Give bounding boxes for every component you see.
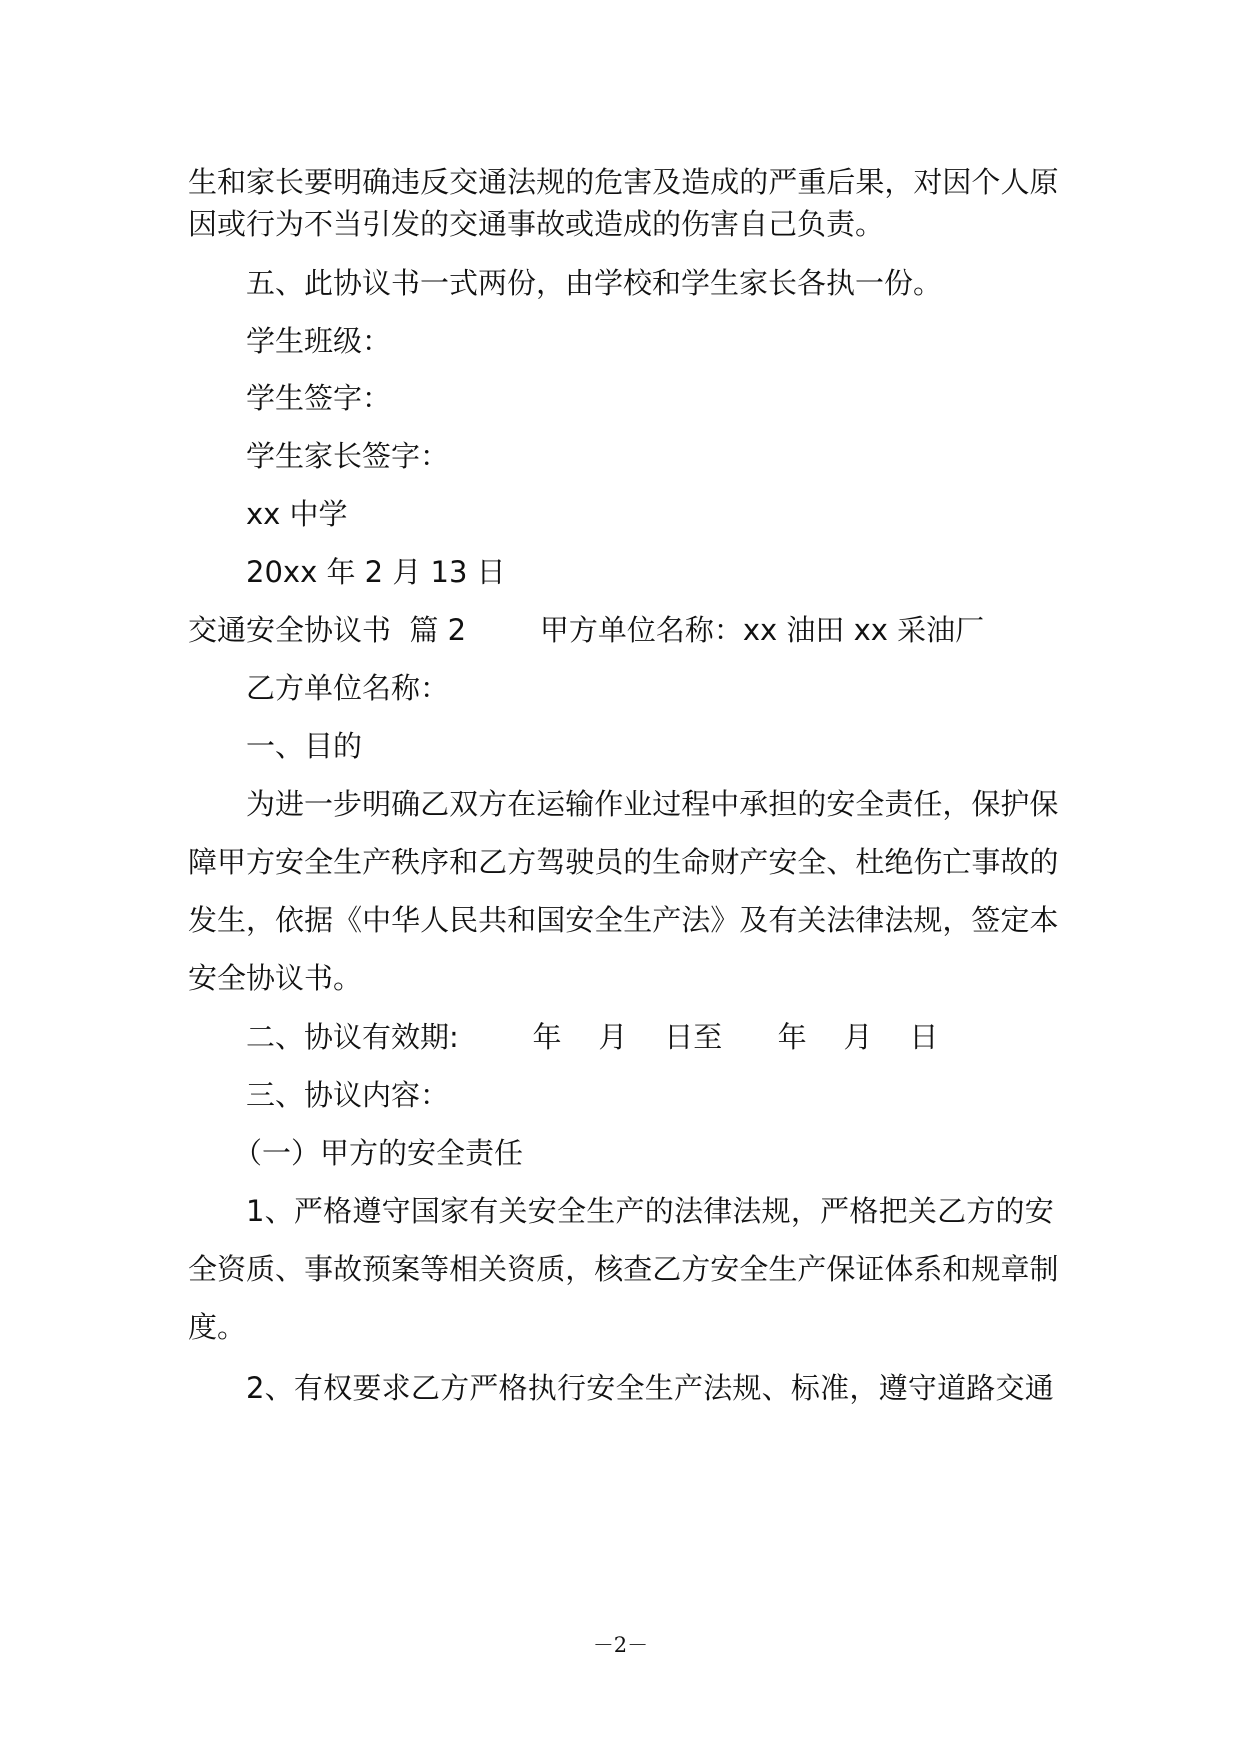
section-heading: 交通安全协议书 篇 2 甲方单位名称：xx 油田 xx 采油厂 <box>188 613 985 647</box>
class-label: 学生班级： <box>246 324 392 358</box>
section-title: 一、目的 <box>246 729 363 763</box>
parent-signature-label: 学生家长签字： <box>246 439 450 473</box>
party-b-label: 乙方单位名称： <box>246 671 450 705</box>
paragraph-line: 全 资 质 、 事 故 预 案 等 相 关 资 质 ， 核 查 乙 方 安 全 生 产 保 证 体 系 和 规 章 制 <box>188 1252 1059 1286</box>
student-signature-label: 学生签字： <box>246 381 392 415</box>
paragraph-line: 度。 <box>188 1310 247 1344</box>
paragraph-line: 五、此协议书一式两份，由学校和学生家长各执一份。 <box>246 266 943 300</box>
paragraph-line: 安全协议书。 <box>188 961 363 995</box>
paragraph-line: 因或行为不当引发的交通事故或造成的伤害自己负责。 <box>188 207 885 241</box>
subsection-title: （一）甲方的安全责任 <box>233 1136 524 1170</box>
paragraph-line: 发 生 ， 依 据 《 中 华 人 民 共 和 国 安 全 生 产 法 》 及 有 关 法 律 法 规 ， 签 定 本 <box>188 903 1059 937</box>
document-date: 20xx 年 2 月 13 日 <box>246 555 506 589</box>
school-name: xx 中学 <box>246 497 348 531</box>
paragraph-line: 为 进 一 步 明 确 乙 双 方 在 运 输 作 业 过 程 中 承 担 的 安 全 责 任 ， 保 护 保 <box>246 787 1059 821</box>
paragraph-line: 1 、 严 格 遵 守 国 家 有 关 安 全 生 产 的 法 律 法 规 ， 严 格 把 关 乙 方 的 安 <box>246 1194 1054 1228</box>
page-number: －2－ <box>592 1633 649 1657</box>
validity-line: 二、协议有效期: 年 月 日至 年 月 日 <box>246 1020 939 1054</box>
paragraph-line: 障 甲 方 安 全 生 产 秩 序 和 乙 方 驾 驶 员 的 生 命 财 产 安 全 、 杜 绝 伤 亡 事 故 的 <box>188 845 1059 879</box>
paragraph-line: 生 和 家 长 要 明 确 违 反 交 通 法 规 的 危 害 及 造 成 的 严 重 后 果 ， 对 因 个 人 原 <box>188 165 1059 199</box>
section-title: 三、协议内容： <box>246 1078 450 1112</box>
paragraph-line: 2 、 有 权 要 求 乙 方 严 格 执 行 安 全 生 产 法 规 、 标 准 ， 遵 守 道 路 交 通 <box>246 1371 1054 1405</box>
